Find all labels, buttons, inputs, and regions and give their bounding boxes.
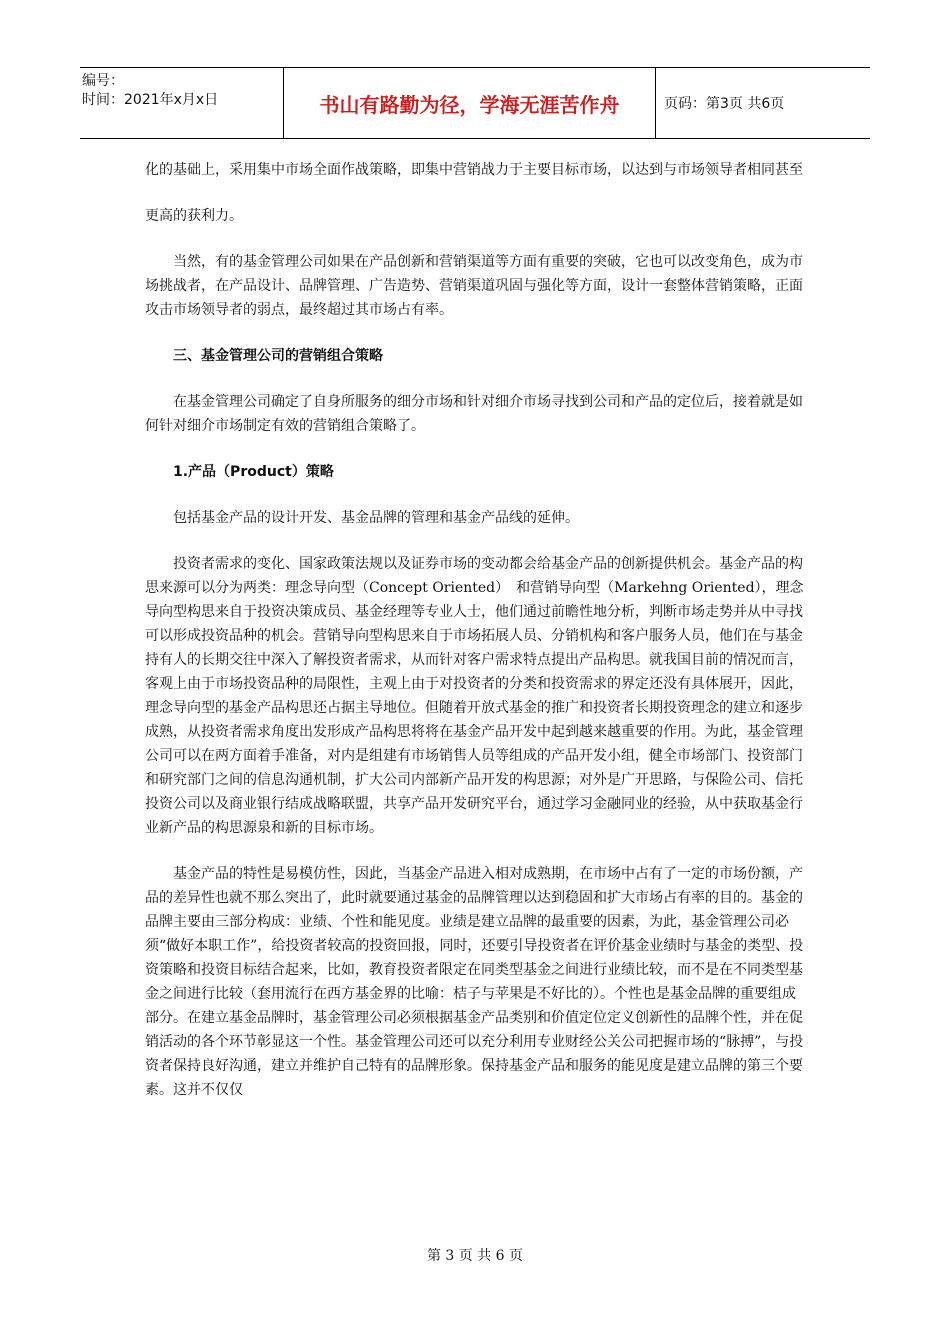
section-heading: 三、基金管理公司的营销组合策略 xyxy=(173,348,383,364)
page-header xyxy=(80,67,870,139)
page-footer: 第 3 页 共 6 页 xyxy=(426,1248,524,1264)
paragraph: 包括基金产品的设计开发、基金品牌的管理和基金产品线的延伸。 xyxy=(173,510,579,526)
paragraph: 投资者需求的变化、国家政策法规以及证券市场的变动都会给基金产品的创新提供机会。基金产品的构思来源可以分为两类：理念导向型（Concept Oriented） 和营销导向型（Markehng Oriented），理念导向型构思来自于投资决策成员、基金经理等专业人士，他们通过前瞻性地分析，判断市场走势并从中寻找可以形成投资品种的机会。营销导向型构思来自于市场拓展人员、分销机构和客户服务人员，他们在与基金持有人的长期交往中深入了解投资者需求，从而针对客户需求特点提出产品构思。就我国目前的情况而言，客观上由于市场投资品种的局限性，主观上由于对投资者的分类和投资需求的界定还没有具体展开，因此，理念导向型的基金产品构思还占据主导地位。但随着开放式基金的推广和投资者长期投资理念的建立和逐步成熟，从投资者需求角度出发形成产品构思将将在基金产品开发中起到越来越重要的作用。为此，基金管理公司可以在两方面着手准备，对内是组建有市场销售人员等组成的产品开发小组，健全市场部门、投资部门和研究部门之间的信息沟通机制，扩大公司内部新产品开发的构思源；对外是广开思路，与保险公司、信托投资公司以及商业银行结成战略联盟，共享产品开发研究平台，通过学习金融同业的经验，从中获取基金行业新产品的构思源泉和新的目标市场。 xyxy=(145,556,804,836)
header-page-code: 页码：第3页 共6页 xyxy=(664,96,785,112)
paragraph: 在基金管理公司确定了自身所服务的细分市场和针对细介市场寻找到公司和产品的定位后，接着就是如何针对细介市场制定有效的营销组合策略了。 xyxy=(145,394,803,434)
paragraph: 化的基础上，采用集中市场全面作战策略，即集中营销战力于主要目标市场，以达到与市场领导者相同甚至 xyxy=(145,162,803,178)
number-label: 编号： xyxy=(82,73,124,89)
document-body xyxy=(145,158,805,1102)
header-motto: 书山有路勤为径，学海无涯苦作舟 xyxy=(284,68,656,138)
time-label: 时间：2021年x月x日 xyxy=(82,92,219,108)
paragraph: 更高的获利力。 xyxy=(145,208,243,224)
header-meta xyxy=(80,68,284,138)
paragraph: 当然，有的基金管理公司如果在产品创新和营销渠道等方面有重要的突破，它也可以改变角色，成为市场挑战者，在产品设计、品牌管理、广告造势、营销渠道巩固与强化等方面，设计一套整体营销策略，正面攻击市场领导者的弱点，最终超过其市场占有率。 xyxy=(145,254,803,318)
subsection-heading: 1.产品（Product）策略 xyxy=(173,464,334,480)
paragraph: 基金产品的特性是易模仿性，因此，当基金产品进入相对成熟期，在市场中占有了一定的市场份额，产品的差异性也就不那么突出了，此时就要通过基金的品牌管理以达到稳固和扩大市场占有率的目的。基金的品牌主要由三部分构成：业绩、个性和能见度。业绩是建立品牌的最重要的因素，为此，基金管理公司必须“做好本职工作”，给投资者较高的投资回报，同时，还要引导投资者在评价基金业绩时与基金的类型、投资策略和投资目标结合起来，比如，教育投资者限定在同类型基金之间进行业绩比较，而不是在不同类型基金之间进行比较（套用流行在西方基金界的比喻：桔子与苹果是不好比的）。个性也是基金品牌的重要组成部分。在建立基金品牌时，基金管理公司必须根据基金产品类别和价值定位定义创新性的品牌个性，并在促销活动的各个环节彰显这一个性。基金管理公司还可以充分利用专业财经公关公司把握市场的“脉搏”，与投资者保持良好沟通，建立并维护自己特有的品牌形象。保持基金产品和服务的能见度是建立品牌的第三个要素。这并不仅仅 xyxy=(145,866,804,1098)
